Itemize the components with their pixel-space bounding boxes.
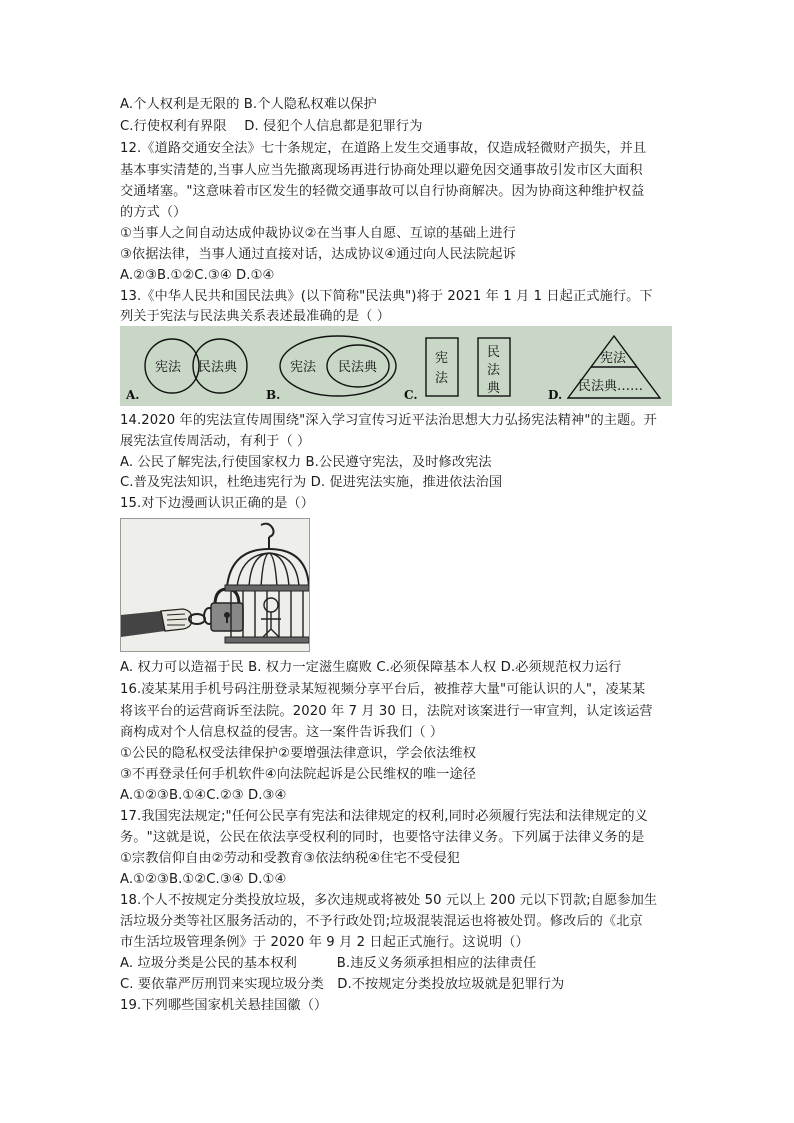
line-q18-options-ab: A. 垃圾分类是公民的基本权利 B.违反义务须承担相应的法律责任: [120, 956, 537, 971]
line-q17-stem-1: 17.我国宪法规定;"任何公民享有宪法和法律规定的权利,同时必须履行宪法和法律规定的义: [120, 809, 648, 824]
line-q14-stem-2: 展宪法宣传周活动，有利于（ ）: [120, 434, 311, 449]
line-q14-stem-1: 14.2020 年的宪法宣传周围绕"深入学习宣传习近平法治思想大力弘扬宪法精神"的主题。开: [120, 413, 657, 428]
line-q19-stem: 19.下列哪些国家机关悬挂国徽（）: [120, 998, 328, 1013]
option-b-nested-diagram: [266, 336, 396, 402]
line-q16-choice-34: ③不再登录任何手机软件④向法院起诉是公民维权的唯一途径: [120, 767, 477, 782]
line-q18-stem-1: 18.个人不按规定分类投放垃圾，多次违规或将被处 50 元以上 200 元以下罚款;自愿参加生: [120, 893, 658, 908]
line-q12-choice-12: ①当事人之间自动达成仲裁协议②在当事人自愿、互谅的基础上进行: [120, 226, 516, 241]
c-xian-char: 宪: [435, 351, 449, 366]
line-q12-stem-4: 的方式（）: [120, 205, 187, 220]
a-minfadian-label: 民法典: [198, 360, 238, 375]
d-minfadian-label: 民法典……: [578, 379, 644, 394]
c-dian-char: 典: [487, 381, 501, 396]
option-d-pyramid-diagram: [548, 336, 660, 402]
line-q11-options-cd: C.行使权利有界限 D. 侵犯个人信息都是犯罪行为: [120, 119, 423, 134]
c-fa-char: 法: [435, 371, 449, 386]
c-letter: C.: [404, 388, 418, 402]
q15-cartoon-image: [120, 518, 310, 652]
line-q12-choice-34: ③依据法律，当事人通过直接对话，达成协议④通过向人民法院起诉: [120, 247, 516, 262]
line-q14-options-ab: A. 公民了解宪法,行使国家权力 B.公民遵守宪法，及时修改宪法: [120, 455, 492, 470]
a-xianfa-label: 宪法: [155, 360, 182, 375]
line-q16-choice-12: ①公民的隐私权受法律保护②要增强法律意识，学会依法维权: [120, 746, 477, 761]
c-min-char: 民: [487, 345, 501, 360]
q13-figure: [120, 326, 672, 406]
line-q12-stem-1: 12.《道路交通安全法》七十条规定，在道路上发生交通事故，仅造成轻微财产损失，并且: [120, 141, 647, 156]
b-xianfa-label: 宪法: [290, 360, 317, 375]
b-minfadian-label: 民法典: [338, 360, 378, 375]
line-q18-stem-2: 活垃圾分类等社区服务活动的，不予行政处罚;垃圾混装混运也将被处罚。修改后的《北京: [120, 914, 643, 929]
line-q16-answers: A.①②③B.①④C.②③ D.③④: [120, 788, 287, 803]
hand-padlock-birdcage-icon: [121, 519, 309, 651]
line-q18-options-cd: C. 要依靠严厉刑罚来实现垃圾分类 D.不按规定分类投放垃圾就是犯罪行为: [120, 977, 565, 992]
line-q16-stem-1: 16.凌某某用手机号码注册登录某短视频分享平台后，被推荐大量"可能认识的人"，凌某某: [120, 682, 646, 697]
line-q17-answers: A.①②③B.①②C.③④ D.①④: [120, 872, 287, 887]
d-letter: D.: [548, 388, 563, 402]
line-q17-stem-2: 务。"这就是说，公民在依法享受权利的同时，也要恪守法律义务。下列属于法律义务的是: [120, 830, 645, 845]
line-q11-options-ab: A.个人权利是无限的 B.个人隐私权难以保护: [120, 97, 377, 112]
line-q12-answers: A.②③B.①②C.③④ D.①④: [120, 268, 275, 283]
c-fa2-char: 法: [487, 363, 501, 378]
line-q14-options-cd: C.普及宪法知识，杜绝违宪行为 D. 促进宪法实施，推进依法治国: [120, 475, 503, 490]
option-a-venn-diagram: [125, 339, 247, 402]
line-q18-stem-3: 市生活垃圾管理条例》于 2020 年 9 月 2 日起正式施行。这说明（）: [120, 935, 529, 950]
d-xianfa-label: 宪法: [600, 351, 627, 366]
line-q12-stem-2: 基本事实清楚的,当事人应当先撤离现场再进行协商处理以避免因交通事故引发市区大面积: [120, 163, 643, 178]
line-q13-stem-1: 13.《中华人民共和国民法典》(以下简称"民法典")将于 2021 年 1 月 1 日起正式施行。下: [120, 289, 653, 304]
line-q17-choices: ①宗教信仰自由②劳动和受教育③依法纳税④住宅不受侵犯: [120, 851, 461, 866]
line-q15-stem: 15.对下边漫画认识正确的是（）: [120, 496, 315, 511]
line-q13-stem-2: 列关于宪法与民法典关系表述最准确的是（ ）: [120, 309, 391, 324]
a-letter: A.: [126, 388, 140, 402]
option-c-boxes-diagram: [404, 338, 510, 402]
line-q12-stem-3: 交通堵塞。"这意味着市区发生的轻微交通事故可以自行协商解决。因为协商这种维护权益: [120, 184, 645, 199]
b-letter: B.: [266, 388, 281, 402]
line-q16-stem-3: 商构成对个人信息权益的侵害。这一案件告诉我们（ ）: [120, 725, 444, 740]
line-q16-stem-2: 将该平台的运营商诉至法院。2020 年 7 月 30 日，法院对该案进行一审宣判，认定该运营: [120, 704, 653, 719]
line-q15-options: A. 权力可以造福于民 B. 权力一定滋生腐败 C.必须保障基本人权 D.必须规范权力运行: [120, 660, 622, 675]
